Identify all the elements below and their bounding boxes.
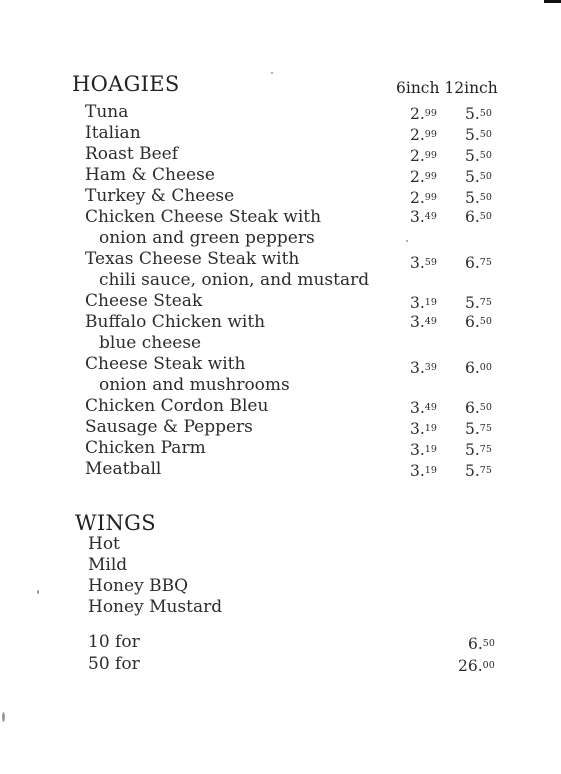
wing-price-whole: 26. xyxy=(458,657,483,675)
menu-item xyxy=(85,207,321,249)
price-12inch-cents: 50 xyxy=(479,192,492,203)
price-6inch xyxy=(410,147,437,165)
price-12inch xyxy=(465,105,492,123)
price-12inch xyxy=(465,168,492,186)
price-12inch-whole: 6. xyxy=(465,208,480,226)
price-12inch xyxy=(465,147,492,165)
menu-item-name: Chicken Parm xyxy=(85,438,206,458)
price-12inch-whole: 5. xyxy=(465,441,480,459)
wing-price-cents: 00 xyxy=(482,660,495,671)
price-6inch-cents: 99 xyxy=(424,192,437,203)
wing-price-whole: 6. xyxy=(468,635,483,653)
price-6inch xyxy=(410,254,437,272)
price-6inch-whole: 2. xyxy=(410,189,425,207)
menu-item xyxy=(85,312,265,354)
menu-item-name: Sausage & Peppers xyxy=(85,417,253,437)
price-12inch xyxy=(465,399,492,417)
price-12inch-cents: 75 xyxy=(479,423,492,434)
menu-item-name: Roast Beef xyxy=(85,144,179,164)
price-6inch xyxy=(410,441,437,459)
price-6inch-cents: 19 xyxy=(424,465,437,476)
price-12inch-whole: 5. xyxy=(465,168,480,186)
menu-item-name: Chicken Cheese Steak with xyxy=(85,207,322,227)
menu-item xyxy=(85,102,128,123)
price-6inch-whole: 3. xyxy=(410,420,425,438)
price-6inch xyxy=(410,420,437,438)
hoagies-heading: HOAGIES xyxy=(72,72,180,96)
price-12inch-cents: 50 xyxy=(479,108,492,119)
price-12inch-cents: 75 xyxy=(479,465,492,476)
price-12inch-whole: 5. xyxy=(465,189,480,207)
price-12inch-whole: 6. xyxy=(465,254,480,272)
price-6inch-cents: 49 xyxy=(424,402,437,413)
price-12inch-cents: 50 xyxy=(479,171,492,182)
price-6inch-whole: 3. xyxy=(410,254,425,272)
wing-price xyxy=(458,657,495,675)
price-12inch-cents: 50 xyxy=(479,129,492,140)
price-6inch-cents: 49 xyxy=(424,211,437,222)
menu-item xyxy=(85,123,141,144)
price-12inch-cents: 50 xyxy=(479,211,492,222)
price-6inch-whole: 2. xyxy=(410,126,425,144)
price-6inch-whole: 3. xyxy=(410,359,425,377)
paper-speck xyxy=(2,712,5,722)
price-12inch xyxy=(465,462,492,480)
price-6inch-whole: 3. xyxy=(410,399,425,417)
paper-speck xyxy=(37,590,39,594)
price-12inch-whole: 6. xyxy=(465,359,480,377)
price-12inch xyxy=(465,189,492,207)
price-12inch-cents: 75 xyxy=(479,444,492,455)
price-12inch xyxy=(465,294,492,312)
price-12inch-whole: 5. xyxy=(465,420,480,438)
menu-item-name: Meatball xyxy=(85,459,162,479)
price-6inch xyxy=(410,208,437,226)
menu-item xyxy=(85,165,215,186)
menu-item-description: chili sauce, onion, and mustard xyxy=(99,270,370,290)
price-6inch-whole: 2. xyxy=(410,105,425,123)
price-12inch xyxy=(465,420,492,438)
price-6inch xyxy=(410,294,437,312)
price-12inch-whole: 5. xyxy=(465,462,480,480)
wing-flavor: Mild xyxy=(88,555,128,575)
price-12inch-whole: 5. xyxy=(465,126,480,144)
wing-flavor: Hot xyxy=(88,534,120,554)
price-6inch-whole: 2. xyxy=(410,147,425,165)
menu-item-name: Chicken Cordon Bleu xyxy=(85,396,269,416)
price-12inch-cents: 50 xyxy=(479,402,492,413)
paper-speck xyxy=(271,72,273,74)
price-6inch-cents: 59 xyxy=(424,257,437,268)
menu-item-description: onion and green peppers xyxy=(99,228,315,248)
menu-item xyxy=(85,144,178,165)
price-12inch-cents: 00 xyxy=(479,362,492,373)
menu-item-name: Italian xyxy=(85,123,141,143)
price-12inch-whole: 5. xyxy=(465,105,480,123)
price-6inch-cents: 39 xyxy=(424,362,437,373)
wing-flavor: Honey BBQ xyxy=(88,576,188,596)
menu-item-name: Cheese Steak with xyxy=(85,354,246,374)
size-column-header: 6inch 12inch xyxy=(396,79,498,97)
price-12inch xyxy=(465,254,492,272)
price-12inch xyxy=(465,313,492,331)
price-6inch-whole: 3. xyxy=(410,313,425,331)
price-6inch xyxy=(410,313,437,331)
menu-item xyxy=(85,186,234,207)
menu-item xyxy=(85,438,206,459)
price-12inch-whole: 5. xyxy=(465,147,480,165)
price-6inch-whole: 3. xyxy=(410,441,425,459)
wing-quantity-label: 50 for xyxy=(88,654,140,674)
wing-price xyxy=(468,635,495,653)
price-6inch-cents: 99 xyxy=(424,108,437,119)
price-6inch-whole: 3. xyxy=(410,462,425,480)
price-6inch xyxy=(410,359,437,377)
menu-item-description: onion and mushrooms xyxy=(99,375,290,395)
wing-price-cents: 50 xyxy=(482,638,495,649)
menu-item xyxy=(85,417,253,438)
wing-flavor: Honey Mustard xyxy=(88,597,223,617)
price-6inch-cents: 19 xyxy=(424,297,437,308)
price-12inch-cents: 75 xyxy=(479,297,492,308)
price-12inch xyxy=(465,359,492,377)
menu-item xyxy=(85,459,161,480)
price-12inch xyxy=(465,208,492,226)
menu-item-name: Turkey & Cheese xyxy=(85,186,235,206)
menu-item-name: Texas Cheese Steak with xyxy=(85,249,300,269)
price-12inch-whole: 5. xyxy=(465,294,480,312)
price-6inch-cents: 19 xyxy=(424,423,437,434)
wings-heading: WINGS xyxy=(75,511,156,535)
menu-item-name: Ham & Cheese xyxy=(85,165,215,185)
menu-item-name: Cheese Steak xyxy=(85,291,203,311)
menu-item xyxy=(85,249,369,291)
menu-item xyxy=(85,354,290,396)
price-6inch-whole: 2. xyxy=(410,168,425,186)
paper-speck xyxy=(406,240,408,242)
menu-item xyxy=(85,396,268,417)
price-6inch-whole: 3. xyxy=(410,294,425,312)
price-6inch xyxy=(410,399,437,417)
price-6inch-whole: 3. xyxy=(410,208,425,226)
price-12inch xyxy=(465,126,492,144)
price-6inch-cents: 19 xyxy=(424,444,437,455)
menu-item xyxy=(85,291,202,312)
price-6inch xyxy=(410,105,437,123)
wing-quantity-label: 10 for xyxy=(88,632,140,652)
menu-item-name: Buffalo Chicken with xyxy=(85,312,266,332)
price-6inch-cents: 99 xyxy=(424,171,437,182)
price-12inch-whole: 6. xyxy=(465,399,480,417)
price-6inch-cents: 99 xyxy=(424,150,437,161)
price-12inch xyxy=(465,441,492,459)
price-6inch-cents: 99 xyxy=(424,129,437,140)
price-12inch-cents: 50 xyxy=(479,316,492,327)
price-6inch xyxy=(410,168,437,186)
price-6inch xyxy=(410,189,437,207)
price-6inch xyxy=(410,126,437,144)
price-12inch-cents: 75 xyxy=(479,257,492,268)
price-12inch-cents: 50 xyxy=(479,150,492,161)
price-12inch-whole: 6. xyxy=(465,313,480,331)
menu-item-name: Tuna xyxy=(85,102,129,122)
price-6inch xyxy=(410,462,437,480)
corner-mark xyxy=(544,0,561,3)
price-6inch-cents: 49 xyxy=(424,316,437,327)
menu-item-description: blue cheese xyxy=(99,333,202,353)
